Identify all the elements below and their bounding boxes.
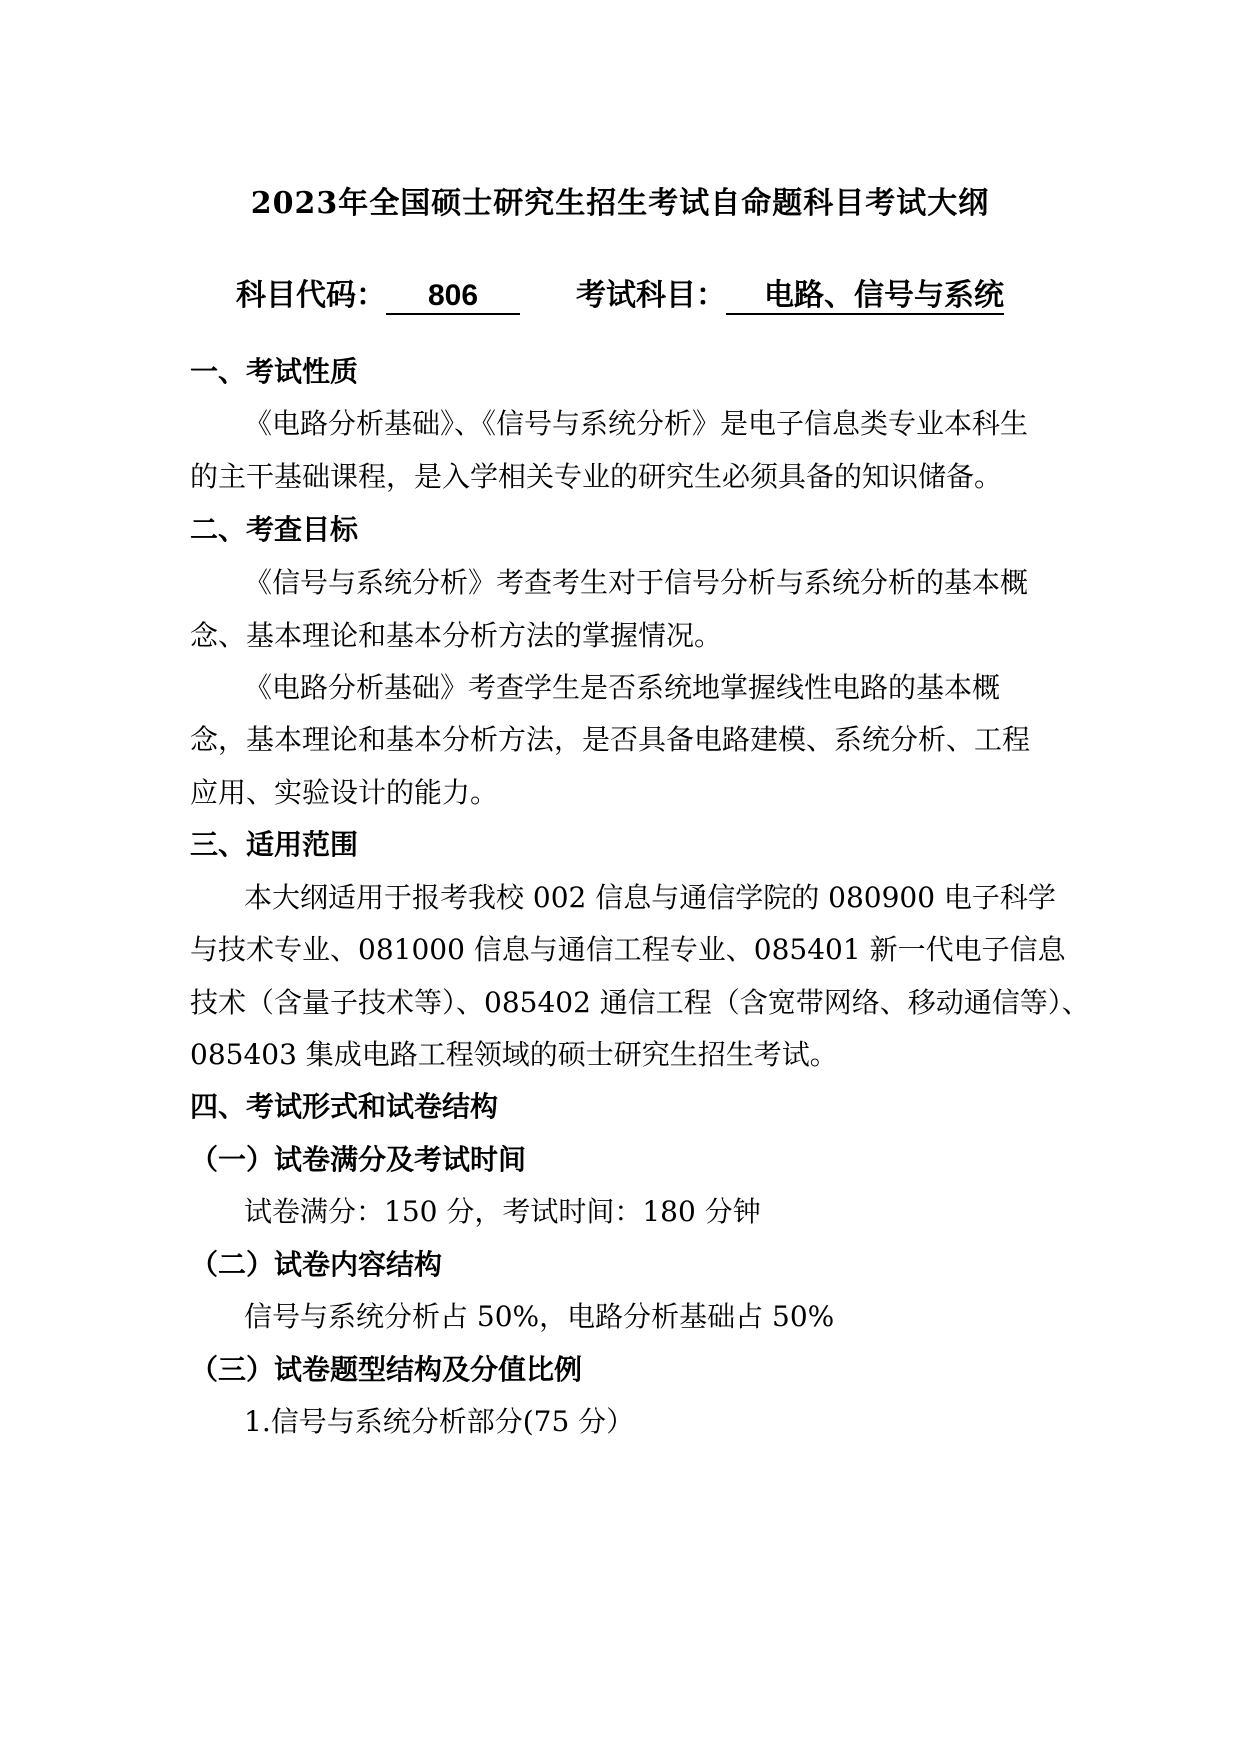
subject-code-value: 806 [386,279,520,315]
paragraph-line: 与技术专业、081000 信息与通信工程专业、085401 新一代电子信息 [190,933,1066,966]
paragraph-line: 1.信号与系统分析部分(75 分） [244,1405,635,1438]
paragraph-line: 《信号与系统分析》考查考生对于信号分析与系统分析的基本概 [244,566,1029,599]
document-title: 2023年全国硕士研究生招生考试自命题科目考试大纲 [250,186,990,221]
subsection-heading-content-structure: （二）试卷内容结构 [190,1248,443,1281]
paragraph-line: 技术（含量子技术等）、085402 通信工程（含宽带网络、移动通信等）、 [190,986,1090,1019]
section-heading-format: 四、考试形式和试卷结构 [190,1090,499,1123]
paragraph-line: 应用、实验设计的能力。 [190,776,499,809]
paragraph-line: 念，基本理论和基本分析方法，是否具备电路建模、系统分析、工程 [190,723,1031,756]
paragraph-line: 《电路分析基础》、《信号与系统分析》是电子信息类专业本科生 [244,407,1029,440]
subject-info-line [0,270,1240,315]
section-heading-objectives: 二、考查目标 [190,513,359,546]
exam-subject-label: 考试科目： [576,278,726,313]
subsection-heading-score-time: （一）试卷满分及考试时间 [190,1143,527,1176]
paragraph-line: 试卷满分：150 分，考试时间：180 分钟 [244,1195,761,1228]
paragraph-line: 《电路分析基础》考查学生是否系统地掌握线性电路的基本概 [244,671,1001,704]
exam-subject-value: 电路、信号与系统 [726,279,1004,315]
section-heading-scope: 三、适用范围 [190,828,359,861]
paragraph-line: 信号与系统分析占 50%，电路分析基础占 50% [244,1300,835,1333]
section-heading-nature: 一、考试性质 [190,355,359,388]
subsection-heading-question-types: （三）试卷题型结构及分值比例 [190,1353,583,1386]
paragraph-line: 的主干基础课程，是入学相关专业的研究生必须具备的知识储备。 [190,460,1003,493]
paragraph-line: 085403 集成电路工程领域的硕士研究生招生考试。 [190,1038,838,1071]
paragraph-line: 念、基本理论和基本分析方法的掌握情况。 [190,619,723,652]
subject-code-label: 科目代码： [236,278,386,313]
paragraph-line: 本大纲适用于报考我校 002 信息与通信学院的 080900 电子科学 [244,881,1056,914]
